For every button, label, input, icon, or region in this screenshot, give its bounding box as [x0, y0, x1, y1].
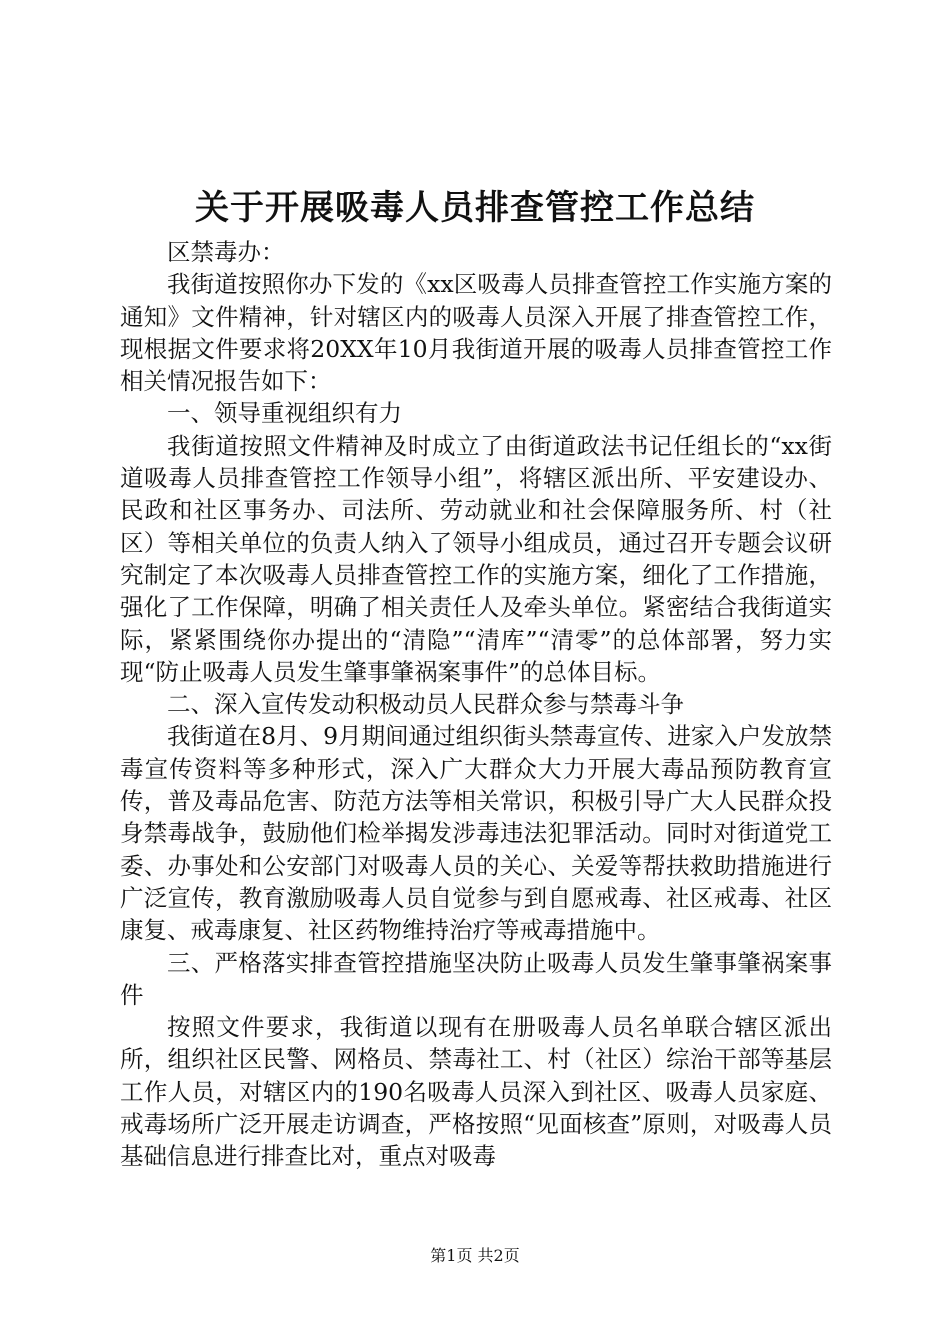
salutation: 区禁毒办： [167, 238, 285, 266]
section-paragraph-1: 我街道按照文件精神及时成立了由街道政法书记任组长的“xx街道吸毒人员排查管控工作领导小组”，将辖区派出所、平安建设办、民政和社区事务办、司法所、劳动就业和社会保障服务所、村（社区）等相关单位的负责人纳入了领导小组成员，通过召开专题会议研究制定了本次吸毒人员排查管控工作的实施方案，细化了工作措施，强化了工作保障，明确了相关责任人及牵头单位。紧密结合我街道实际，紧紧围绕你办提出的“清隐”“清库”“清零”的总体部署，努力实现“防止吸毒人员发生肇事肇祸案事件”的总体目标。 [120, 431, 832, 686]
section-paragraph-2: 我街道在8月、9月期间通过组织街头禁毒宣传、进家入户发放禁毒宣传资料等多种形式，深入广大群众大力开展大毒品预防教育宣传，普及毒品危害、防范方法等相关常识，积极引导广大人民群众投身禁毒战争，鼓励他们检举揭发涉毒违法犯罪活动。同时对街道党工委、办事处和公安部门对吸毒人员的关心、关爱等帮扶救助措施进行广泛宣传，教育激励吸毒人员自觉参与到自愿戒毒、社区戒毒、社区康复、戒毒康复、社区药物维持治疗等戒毒措施中。 [120, 722, 832, 945]
section-heading-1: 一、领导重视组织有力 [167, 399, 402, 428]
intro-paragraph: 我街道按照你办下发的《xx区吸毒人员排查管控工作实施方案的通知》文件精神，针对辖区内的吸毒人员深入开展了排查管控工作，现根据文件要求将20XX年10月我街道开展的吸毒人员排查管控工作相关情况报告如下： [120, 270, 832, 396]
document-body [120, 236, 832, 1173]
section-heading-2: 二、深入宣传发动积极动员人民群众参与禁毒斗争 [167, 690, 684, 719]
page-footer: 第1页 共2页 [430, 1246, 520, 1265]
section-paragraph-3: 按照文件要求，我街道以现有在册吸毒人员名单联合辖区派出所，组织社区民警、网格员、禁毒社工、村（社区）综治干部等基层工作人员，对辖区内的190名吸毒人员深入到社区、吸毒人员家庭、戒毒场所广泛开展走访调查，严格按照“见面核查”原则，对吸毒人员基础信息进行排查比对，重点对吸毒 [120, 1013, 832, 1171]
document-title: 关于开展吸毒人员排查管控工作总结 [195, 188, 755, 228]
section-heading-3: 三、严格落实排查管控措施坚决防止吸毒人员发生肇事肇祸案事件 [120, 948, 832, 1009]
